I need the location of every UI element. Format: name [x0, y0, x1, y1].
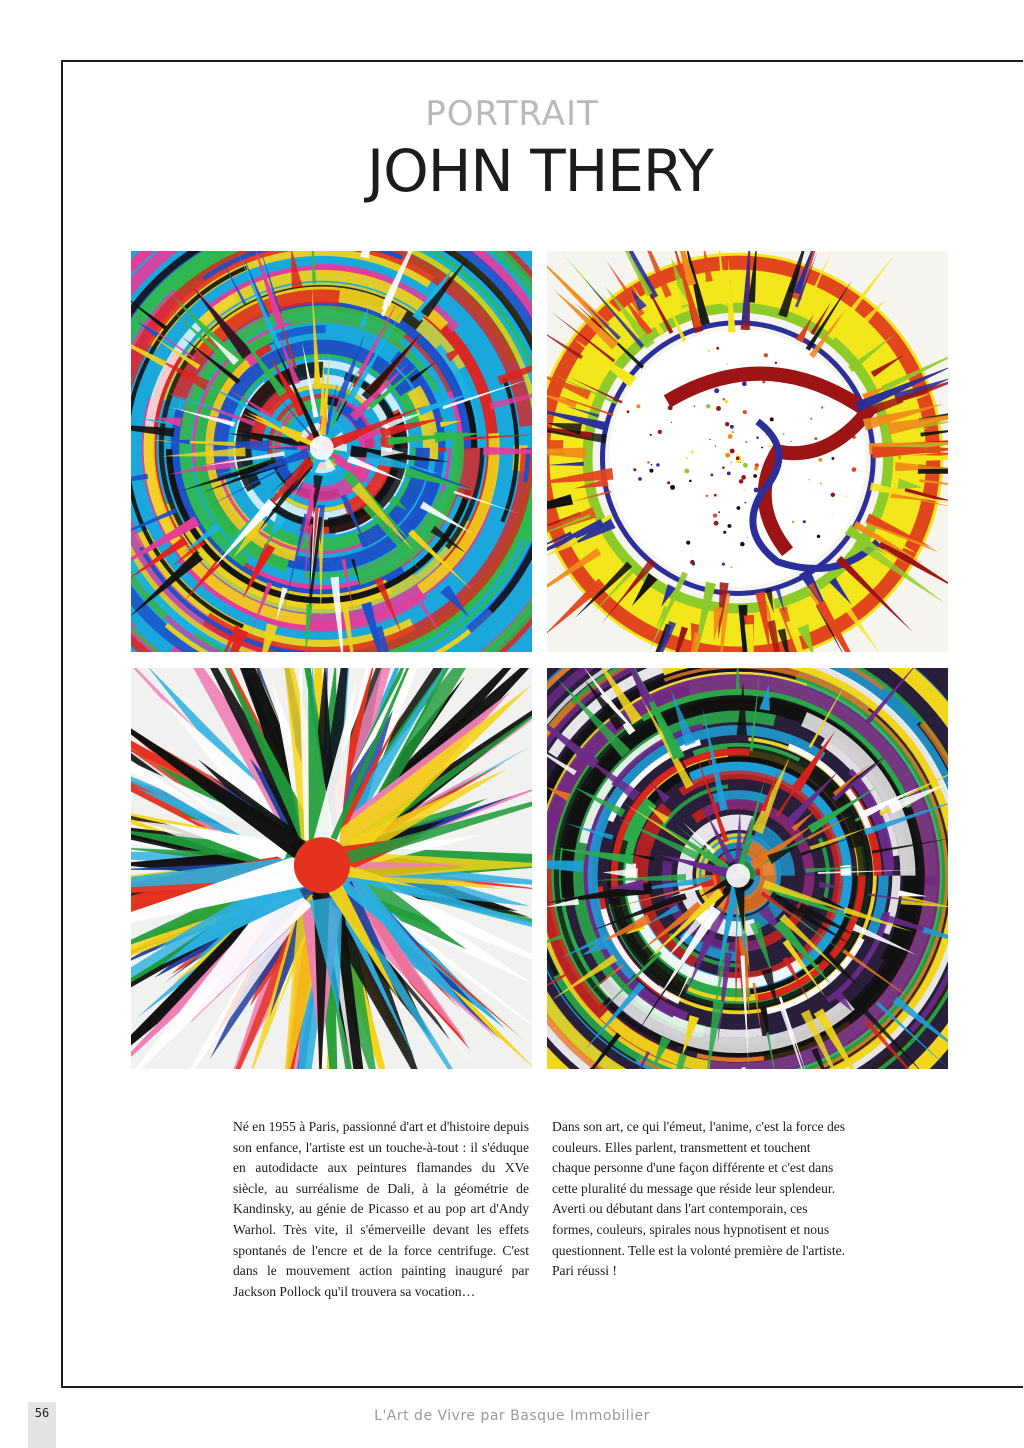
body-paragraph: Né en 1955 à Paris, passionné d'art et d'histoire depuis son enfance, l'artiste est un touche-à-tout : il s'éduque en autodidacte aux peintures flamandes du XVe siècle, au surréalisme de Dali, à la géométrie de Kandinsky, au génie de Picasso et au pop art d'Andy Warhol. Très vite, il s'émerveille devant les effets spontanés de l'encre et de la force centrifuge. C'est dans le mouvement action painting inauguré par Jackson Pollock qu'il trouvera sa vocation… [233, 1119, 529, 1299]
section-kicker: PORTRAIT [425, 94, 599, 134]
body-column-left [233, 1117, 529, 1302]
artwork-spin-painting-3 [131, 668, 532, 1069]
page-number: 56 [28, 1402, 56, 1448]
body-paragraph: Dans son art, ce qui l'émeut, l'anime, c'est la force des couleurs. Elles parlent, transmettent et touchent chaque personne d'une façon différente et c'est dans cette pluralité du message que réside leur splendeur. [552, 1119, 846, 1196]
body-paragraph: Averti ou débutant dans l'art contemporain, ces formes, couleurs, spirales nous hypnotisent et nous questionnent. Telle est la volonté première de l'artiste. Pari réussi ! [552, 1201, 846, 1279]
body-column-right [552, 1117, 848, 1282]
artwork-spin-painting-1 [131, 251, 532, 652]
artwork-spin-painting-2 [547, 251, 948, 652]
page-title: JOHN THERY [367, 137, 713, 205]
artwork-spin-painting-4 [547, 668, 948, 1069]
publication-footer: L'Art de Vivre par Basque Immobilier [374, 1408, 650, 1424]
